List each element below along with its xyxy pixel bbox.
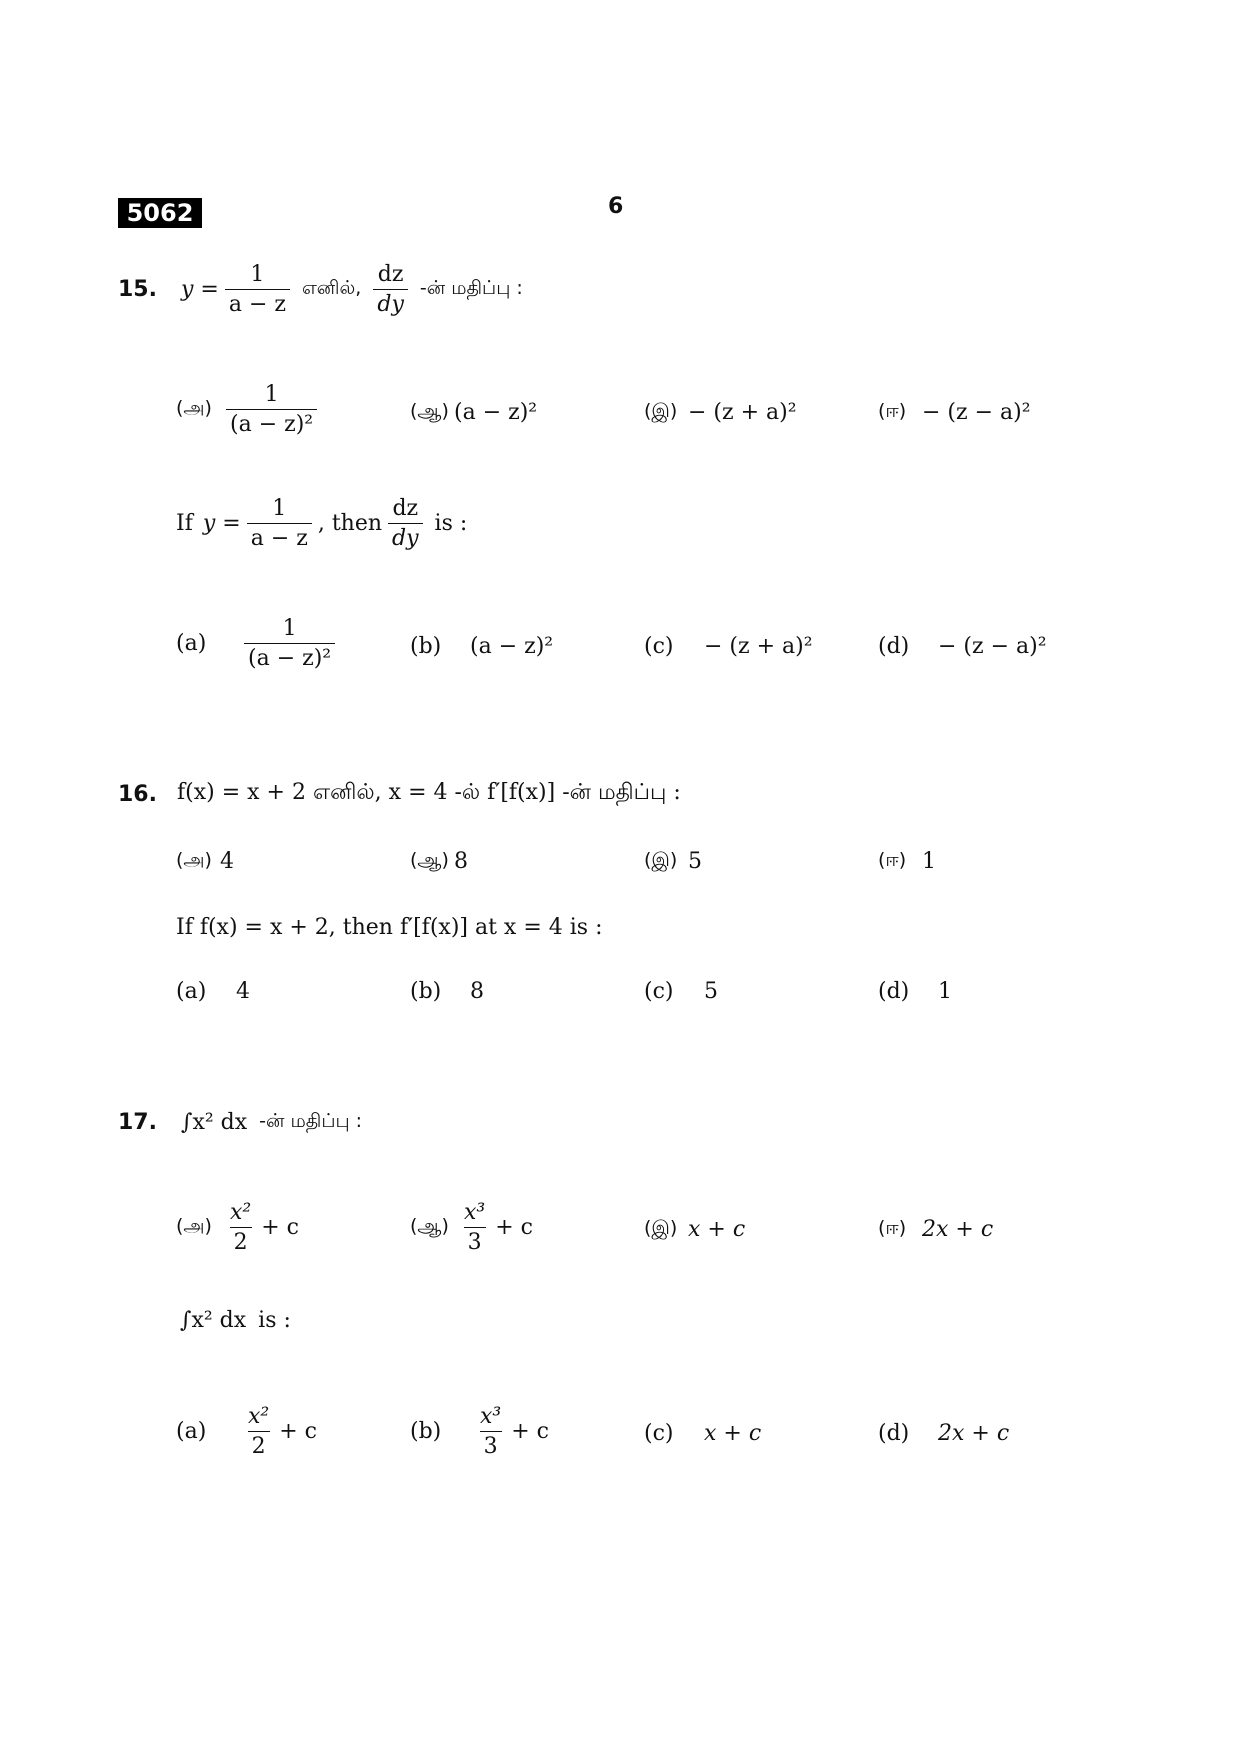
q15-fraction bbox=[225, 262, 290, 318]
q16-english-option-c bbox=[644, 979, 718, 1004]
q16-english-option-b bbox=[410, 979, 484, 1004]
q16-tamil-option-b bbox=[410, 849, 468, 874]
q17-tamil-option-c bbox=[644, 1217, 745, 1242]
option-label: (a) bbox=[176, 631, 207, 657]
q17-tamil-option-a bbox=[176, 1200, 299, 1256]
q15-then: , then bbox=[317, 511, 383, 537]
option-label: (d) bbox=[878, 1421, 910, 1446]
q17-english-option-b bbox=[410, 1404, 549, 1460]
option-label: (d) bbox=[878, 979, 910, 1004]
option-label: (d) bbox=[878, 634, 910, 659]
option-num: 1 bbox=[264, 382, 279, 407]
option-text: 1 bbox=[922, 849, 936, 874]
option-text: 8 bbox=[470, 979, 484, 1004]
option-label: (ஈ) bbox=[878, 400, 907, 422]
option-den: (a − z)² bbox=[244, 643, 335, 671]
question-paper-code: 5062 bbox=[118, 198, 202, 228]
q17-english-option-d bbox=[878, 1421, 1009, 1446]
q17-english-suffix: is : bbox=[258, 1308, 291, 1333]
q17-en-integral: ∫x² dx bbox=[180, 1308, 247, 1333]
q15-is: is : bbox=[434, 511, 468, 537]
option-text: 2x + c bbox=[922, 1217, 994, 1242]
option-label: (ஆ) bbox=[410, 400, 449, 422]
option-label: (b) bbox=[410, 634, 442, 659]
option-label: (ஆ) bbox=[410, 849, 449, 871]
option-den: 3 bbox=[480, 1431, 502, 1459]
q15-tamil-option-d bbox=[878, 400, 1031, 425]
q15-en-frac-num: 1 bbox=[272, 496, 287, 521]
option-text: (a − z)² bbox=[470, 634, 554, 659]
option-tail: + c bbox=[495, 1215, 533, 1241]
q16-english-option-d bbox=[878, 979, 952, 1004]
q15-dz: dz bbox=[377, 262, 404, 287]
option-text: 4 bbox=[220, 849, 234, 874]
option-label: (a) bbox=[176, 979, 207, 1004]
q15-en-fraction bbox=[247, 496, 312, 552]
q17-tamil-question bbox=[118, 1110, 362, 1135]
q16-tamil-question bbox=[118, 780, 681, 808]
q16-tamil-option-d bbox=[878, 849, 936, 874]
q15-english-question bbox=[176, 496, 467, 552]
option-text: 1 bbox=[938, 979, 952, 1004]
q15-dy: dy bbox=[373, 289, 408, 317]
option-text: 4 bbox=[236, 979, 250, 1004]
option-text: 8 bbox=[454, 849, 468, 874]
option-label: (ஈ) bbox=[878, 849, 907, 871]
option-label: (இ) bbox=[644, 400, 678, 422]
q16-english-question bbox=[176, 915, 602, 940]
q15-if: If bbox=[176, 511, 193, 537]
option-text: − (z + a)² bbox=[688, 400, 797, 425]
q15-tamil-option-b bbox=[410, 400, 537, 425]
option-label: (c) bbox=[644, 979, 674, 1004]
option-text: x + c bbox=[688, 1217, 746, 1242]
q17-tamil-option-d bbox=[878, 1217, 993, 1242]
option-label: (c) bbox=[644, 634, 674, 659]
q15-en-frac-den: a − z bbox=[247, 523, 312, 551]
option-label: (இ) bbox=[644, 1217, 678, 1239]
q17-english-question bbox=[180, 1308, 291, 1333]
q16-english-text: If f(x) = x + 2, then f′[f(x)] at x = 4 is : bbox=[176, 915, 603, 940]
option-label: (a) bbox=[176, 1419, 207, 1445]
option-text: 2x + c bbox=[938, 1421, 1010, 1446]
option-label: (இ) bbox=[644, 849, 678, 871]
q15-en-dy: dy bbox=[388, 523, 423, 551]
page-number: 6 bbox=[608, 194, 624, 219]
q15-tamil-option-c bbox=[644, 400, 797, 425]
q15-tamil-option-a bbox=[176, 382, 323, 438]
q17-tamil-suffix: -ன் மதிப்பு : bbox=[259, 1110, 363, 1132]
q15-number: 15. bbox=[118, 277, 157, 303]
option-num: x³ bbox=[480, 1404, 502, 1429]
q15-frac-den: a − z bbox=[225, 289, 290, 317]
option-label: (அ) bbox=[176, 1215, 212, 1238]
option-label: (b) bbox=[410, 1419, 442, 1445]
option-den: 2 bbox=[230, 1227, 252, 1255]
q17-tamil-option-b bbox=[410, 1200, 533, 1256]
q16-english-option-a bbox=[176, 979, 250, 1004]
q17-english-option-a bbox=[176, 1404, 317, 1460]
option-label: (c) bbox=[644, 1421, 674, 1446]
option-text: (a − z)² bbox=[454, 400, 538, 425]
option-text: − (z + a)² bbox=[704, 634, 813, 659]
option-text: 5 bbox=[704, 979, 718, 1004]
option-den: 2 bbox=[248, 1431, 270, 1459]
option-tail: + c bbox=[279, 1419, 317, 1445]
option-den: (a − z)² bbox=[226, 409, 317, 437]
option-num: 1 bbox=[282, 616, 297, 641]
option-den: 3 bbox=[464, 1227, 486, 1255]
q15-tamil-if: எனில், bbox=[301, 277, 362, 300]
q15-en-dz: dz bbox=[392, 496, 419, 521]
q15-english-option-d bbox=[878, 634, 1047, 659]
q15-english-option-a bbox=[176, 616, 341, 672]
option-num: x² bbox=[230, 1200, 252, 1225]
option-num: x³ bbox=[464, 1200, 486, 1225]
q16-tamil-text: f(x) = x + 2 எனில், x = 4 -ல் f′[f(x)] -ன் மதிப்பு : bbox=[176, 780, 681, 805]
option-text: 5 bbox=[688, 849, 702, 874]
q15-english-option-c bbox=[644, 634, 813, 659]
option-num: x² bbox=[248, 1404, 270, 1429]
option-label: (அ) bbox=[176, 849, 212, 871]
q17-number: 17. bbox=[118, 1110, 157, 1135]
option-tail: + c bbox=[261, 1215, 299, 1241]
q15-english-option-b bbox=[410, 634, 553, 659]
option-label: (ஈ) bbox=[878, 1217, 907, 1239]
q17-english-option-c bbox=[644, 1421, 761, 1446]
q15-en-dz-dy bbox=[388, 496, 423, 552]
option-text: − (z − a)² bbox=[922, 400, 1031, 425]
option-text: x + c bbox=[704, 1421, 762, 1446]
q15-dz-dy bbox=[373, 262, 408, 318]
option-label: (ஆ) bbox=[410, 1215, 449, 1238]
q15-frac-num: 1 bbox=[250, 262, 265, 287]
option-label: (b) bbox=[410, 979, 442, 1004]
q16-tamil-option-a bbox=[176, 849, 234, 874]
q16-tamil-option-c bbox=[644, 849, 702, 874]
option-text: − (z − a)² bbox=[938, 634, 1047, 659]
option-label: (அ) bbox=[176, 397, 212, 420]
q15-tamil-suffix: -ன் மதிப்பு : bbox=[419, 277, 523, 300]
option-tail: + c bbox=[511, 1419, 549, 1445]
q17-integral: ∫x² dx bbox=[180, 1110, 248, 1135]
q16-number: 16. bbox=[118, 781, 157, 807]
q15-y-equals: y = bbox=[180, 277, 219, 303]
q15-en-y-equals: y = bbox=[202, 511, 241, 537]
q15-tamil-question bbox=[118, 262, 523, 318]
